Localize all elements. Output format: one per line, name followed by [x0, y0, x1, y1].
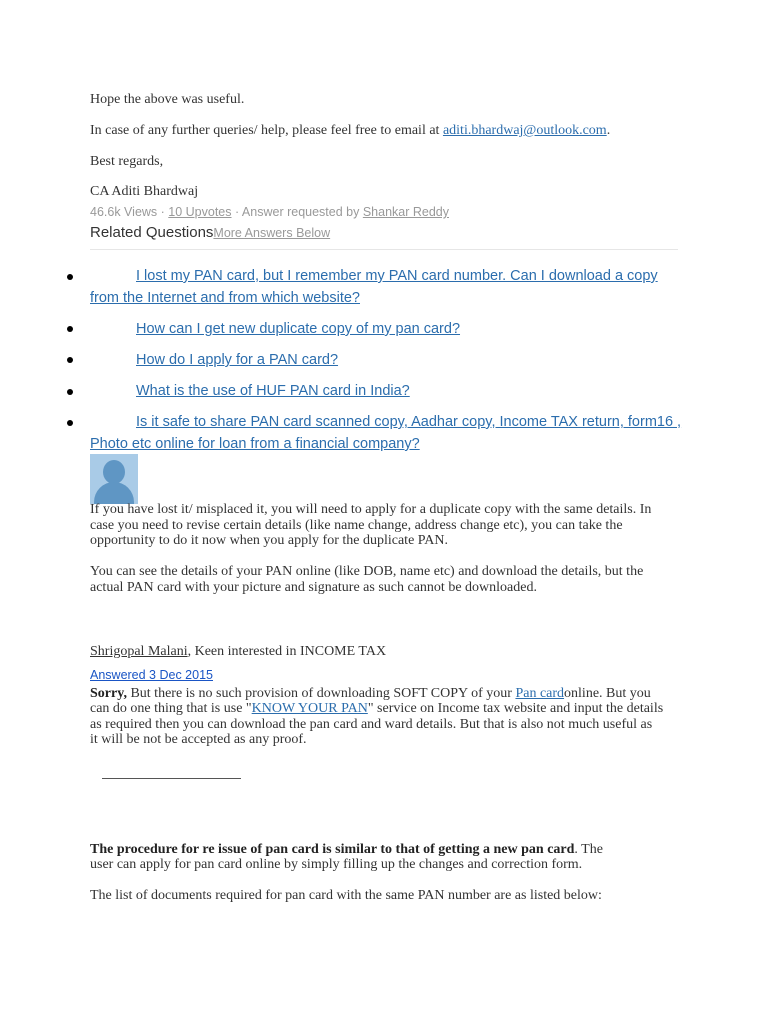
answer2-author-line [90, 644, 386, 660]
answer2-line: it will be not be accepted as any proof. [90, 732, 307, 747]
answer3-line [90, 842, 603, 858]
sorry-text: Sorry, [90, 686, 127, 701]
requester-link[interactable]: Shankar Reddy [362, 205, 450, 219]
related-question-4[interactable]: What is the use of HUF PAN card in India? [136, 383, 410, 399]
list-bullet [67, 389, 73, 395]
answer3-bold: The procedure for re issue of pan card is similar to that of getting a new pan card [90, 842, 575, 857]
user-avatar-icon[interactable] [90, 454, 138, 504]
answer2-line [90, 701, 663, 717]
know-your-pan-link[interactable]: KNOW YOUR PAN [251, 701, 368, 716]
list-bullet [67, 420, 73, 426]
answer-meta [90, 205, 449, 219]
related-question-5-line2[interactable]: Photo etc online for loan from a financial company? [90, 436, 420, 452]
answer2-credential: , Keen interested in INCOME TAX [187, 644, 387, 659]
related-question-5-line1[interactable]: Is it safe to share PAN card scanned copy, Aadhar copy, Income TAX return, form16 , [136, 414, 682, 430]
answer3-text: . The [574, 842, 603, 857]
email-line [90, 123, 610, 139]
list-bullet [67, 326, 73, 332]
related-question-1-line1[interactable]: I lost my PAN card, but I remember my PAN card number. Can I download a copy [136, 268, 658, 284]
closing-text: Hope the above was useful. [90, 92, 245, 107]
more-answers-link[interactable]: More Answers Below [213, 226, 331, 240]
related-question-3[interactable]: How do I apply for a PAN card? [136, 352, 339, 368]
answer1-line: If you have lost it/ misplaced it, you will need to apply for a duplicate copy with the same details. In [90, 502, 652, 517]
email-prefix: In case of any further queries/ help, please feel free to email at [90, 123, 443, 138]
related-title: Related Questions [90, 224, 214, 241]
answer2-line: as required then you can download the pan card and ward details. But that is also not much useful as [90, 717, 653, 732]
answer3-line: user can apply for pan card online by simply filling up the changes and correction form. [90, 857, 583, 872]
list-bullet [67, 357, 73, 363]
separator-line [102, 778, 241, 779]
email-suffix: . [606, 123, 611, 138]
answer2-text: " service on Income tax website and input the details [367, 701, 664, 716]
answered-date[interactable]: Answered 3 Dec 2015 [90, 668, 213, 682]
answer1-line: case you need to revise certain details (like name change, address change etc), you can take the [90, 518, 623, 533]
requested-label: · Answer requested by [231, 205, 363, 219]
author-signature: CA Aditi Bhardwaj [90, 184, 199, 199]
answer2-text: online. But you [564, 686, 651, 701]
upvotes-link[interactable]: 10 Upvotes [168, 205, 232, 219]
related-question-2[interactable]: How can I get new duplicate copy of my pan card? [136, 321, 461, 337]
divider [90, 249, 678, 250]
answer2-author-link[interactable]: Shrigopal Malani [90, 644, 188, 659]
answer3-list-intro: The list of documents required for pan card with the same PAN number are as listed below: [90, 888, 602, 903]
answer2-text: But there is no such provision of downloading SOFT COPY of your [126, 686, 516, 701]
related-question-1-line2[interactable]: from the Internet and from which website? [90, 290, 360, 306]
list-bullet [67, 274, 73, 280]
regards-text: Best regards, [90, 154, 164, 169]
pan-card-link[interactable]: Pan card [515, 686, 565, 701]
answer1-line: You can see the details of your PAN online (like DOB, name etc) and download the details, but the [90, 564, 644, 579]
views-count: 46.6k Views · [90, 205, 169, 219]
answer2-line [90, 686, 651, 702]
answer1-line: opportunity to do it now when you apply for the duplicate PAN. [90, 533, 448, 548]
answer2-text: can do one thing that is use " [90, 701, 252, 716]
related-header [90, 224, 330, 242]
answered-date-link[interactable] [90, 666, 213, 684]
answer1-line: actual PAN card with your picture and signature as such cannot be downloaded. [90, 580, 537, 595]
email-link[interactable]: aditi.bhardwaj@outlook.com [442, 123, 607, 138]
